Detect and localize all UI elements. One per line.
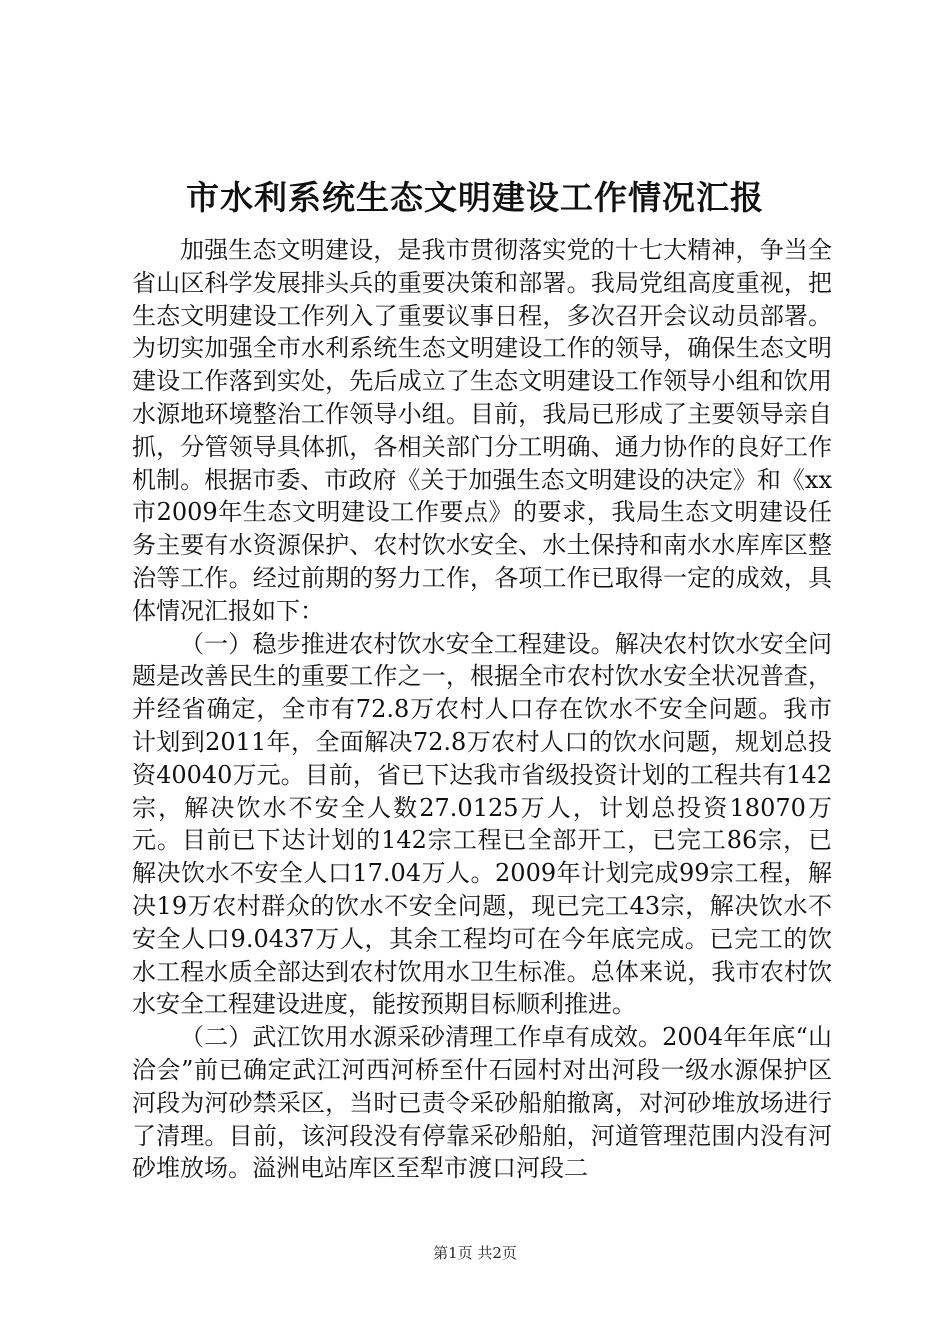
paragraph-section-1: （一）稳步推进农村饮水安全工程建设。解决农村饮水安全问题是改善民生的重要工作之一，根据全市农村饮水安全状况普查，并经省确定，全市有72.8万农村人口存在饮水不安全问题。我市计划到2011年，全面解决72.8万农村人口的饮水问题，规划总投资40040万元。目前，省已下达我市省级投资计划的工程共有142宗，解决饮水不安全人数27.0125万人，计划总投资18070万元。目前已下达计划的142宗工程已全部开工，已完工86宗，已解决饮水不安全人口17.04万人。2009年计划完成99宗工程，解决19万农村群众的饮水不安全问题，现已完工43宗，解决饮水不安全人口9.0437万人，其余工程均可在今年底完成。已完工的饮水工程水质全部达到农村饮用水卫生标准。总体来说，我市农村饮水安全工程建设进度，能按预期目标顺利推进。: [132, 629, 832, 1019]
page-number-footer: 第1页 共2页: [433, 1244, 517, 1262]
document-body: [132, 234, 832, 1185]
paragraph-intro: 加强生态文明建设，是我市贯彻落实党的十七大精神，争当全省山区科学发展排头兵的重要决策和部署。我局党组高度重视，把生态文明建设工作列入了重要议事日程，多次召开会议动员部署。为切实加强全市水利系统生态文明建设工作的领导，确保生态文明建设工作落到实处，先后成立了生态文明建设工作领导小组和饮用水源地环境整治工作领导小组。目前，我局已形成了主要领导亲自抓，分管领导具体抓，各相关部门分工明确、通力协作的良好工作机制。根据市委、市政府《关于加强生态文明建设的决定》和《xx市2009年生态文明建设工作要点》的要求，我局生态文明建设任务主要有水资源保护、农村饮水安全、水土保持和南水水库库区整治等工作。经过前期的努力工作，各项工作已取得一定的成效，具体情况汇报如下：: [132, 236, 832, 625]
paragraph-section-2: （二）武江饮用水源采砂清理工作卓有成效。2004年年底“山洽会”前已确定武江河西河桥至什石园村对出河段一级水源保护区河段为河砂禁采区，当时已责令采砂船舶撤离，对河砂堆放场进行了清理。目前，该河段没有停靠采砂船舶，河道管理范围内没有河砂堆放场。溢洲电站库区至犁市渡口河段二: [132, 1023, 832, 1183]
document-title: 市水利系统生态文明建设工作情况汇报: [186, 178, 764, 217]
